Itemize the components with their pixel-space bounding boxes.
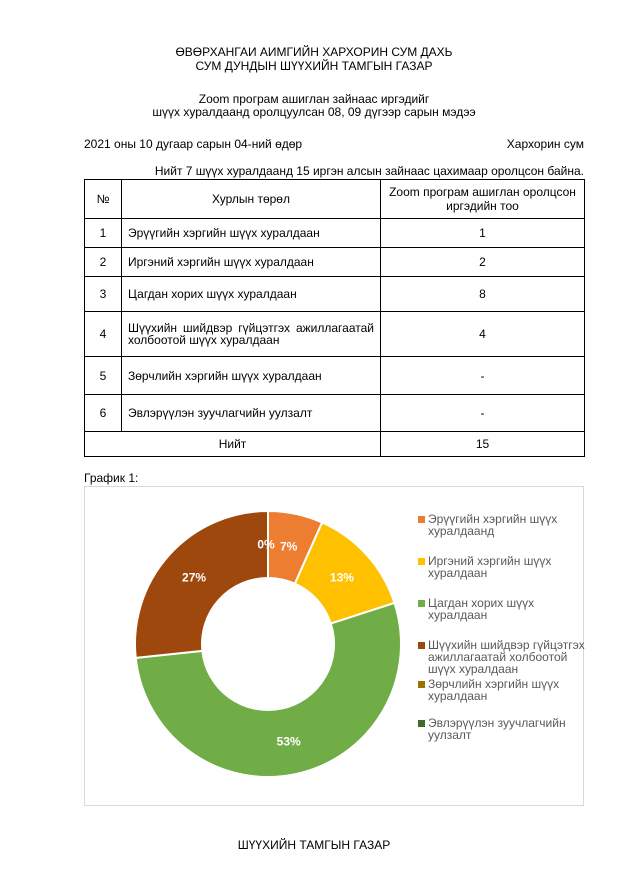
total-value: 15 [381,432,585,457]
legend-label: Зөрчлийн хэргийн шүүх хуралдаан [428,677,560,703]
row-num: 4 [85,312,122,357]
slice-data-label: 7% [280,539,298,554]
row-type: Эрүүгийн хэргийн шүүх хуралдаан [122,219,381,248]
legend-label: Иргэний хэргийн шүүх хуралдаан [428,554,552,580]
row-type: Иргэний хэргийн шүүх хуралдаан [122,248,381,277]
legend-label: Эвлэрүүлэн зуучлагчийн уулзалт [428,716,566,742]
header-type: Хурлын төрөл [122,180,381,219]
row-num: 2 [85,248,122,277]
total-label: Нийт [85,432,381,457]
legend-swatch [418,516,425,523]
chart-caption: График 1: [84,471,139,485]
footer-text: ШҮҮХИЙН ТАМГЫН ГАЗАР [237,838,391,852]
header-line-2: СУМ ДУНДЫН ШҮҮХИЙН ТАМГЫН ГАЗАР [195,59,433,73]
slice-data-label: 13% [329,570,354,585]
row-type: Эвлэрүүлэн зуучлагчийн уулзалт [122,395,381,432]
row-count: 8 [381,277,585,312]
legend-label: Эрүүгийн хэргийн шүүх хуралдаанд [428,512,558,538]
legend-swatch [418,642,425,649]
row-count: 4 [381,312,585,357]
subtitle-line-2: шүүх хуралдаанд оролцуулсан 08, 09 дүгээр сарын мэдээ [152,105,476,119]
place: Хархорин сум [506,137,584,151]
legend-swatch [418,558,425,565]
row-type: Зөрчлийн хэргийн шүүх хуралдаан [122,357,381,395]
slice-data-label: 0% [257,537,275,552]
row-type: Шүүхийн шийдвэр гүйцэтгэх ажиллагаатай холбоотой шүүх хуралдаан [122,312,381,357]
legend-label: Шүүхийн шийдвэр гүйцэтгэх ажиллагаатай холбоотой шүүх хуралдаан [428,638,585,676]
row-num: 6 [85,395,122,432]
header-num: № [85,180,122,219]
slice-data-label: 27% [182,570,207,585]
subtitle-line-1: Zoom програм ашиглан зайнаас иргэдийг [198,92,430,106]
summary-text: Нийт 7 шүүх хуралдаанд 15 иргэн алсын зайнаас цахимаар оролцсон байна. [154,164,584,178]
header-line-1: ӨВӨРХАНГАИ АИМГИЙН ХАРХОРИН СУМ ДАХЬ [175,45,453,59]
header-count: Zoom програм ашиглан оролцсон иргэдийн тоо [381,180,585,219]
legend-swatch [418,720,425,727]
legend-swatch [418,600,425,607]
row-num: 1 [85,219,122,248]
date-line: 2021 оны 10 дугаар сарын 04-ний өдөр [84,137,303,151]
row-count: - [381,395,585,432]
legend-swatch [418,681,425,688]
row-count: - [381,357,585,395]
row-num: 3 [85,277,122,312]
legend-label: Цагдан хорих шүүх хуралдаан [428,596,535,622]
row-num: 5 [85,357,122,395]
row-type: Цагдан хорих шүүх хуралдаан [122,277,381,312]
donut-slice-enforcement [135,511,268,658]
slice-data-label: 53% [276,734,301,749]
row-count: 1 [381,219,585,248]
row-count: 2 [381,248,585,277]
